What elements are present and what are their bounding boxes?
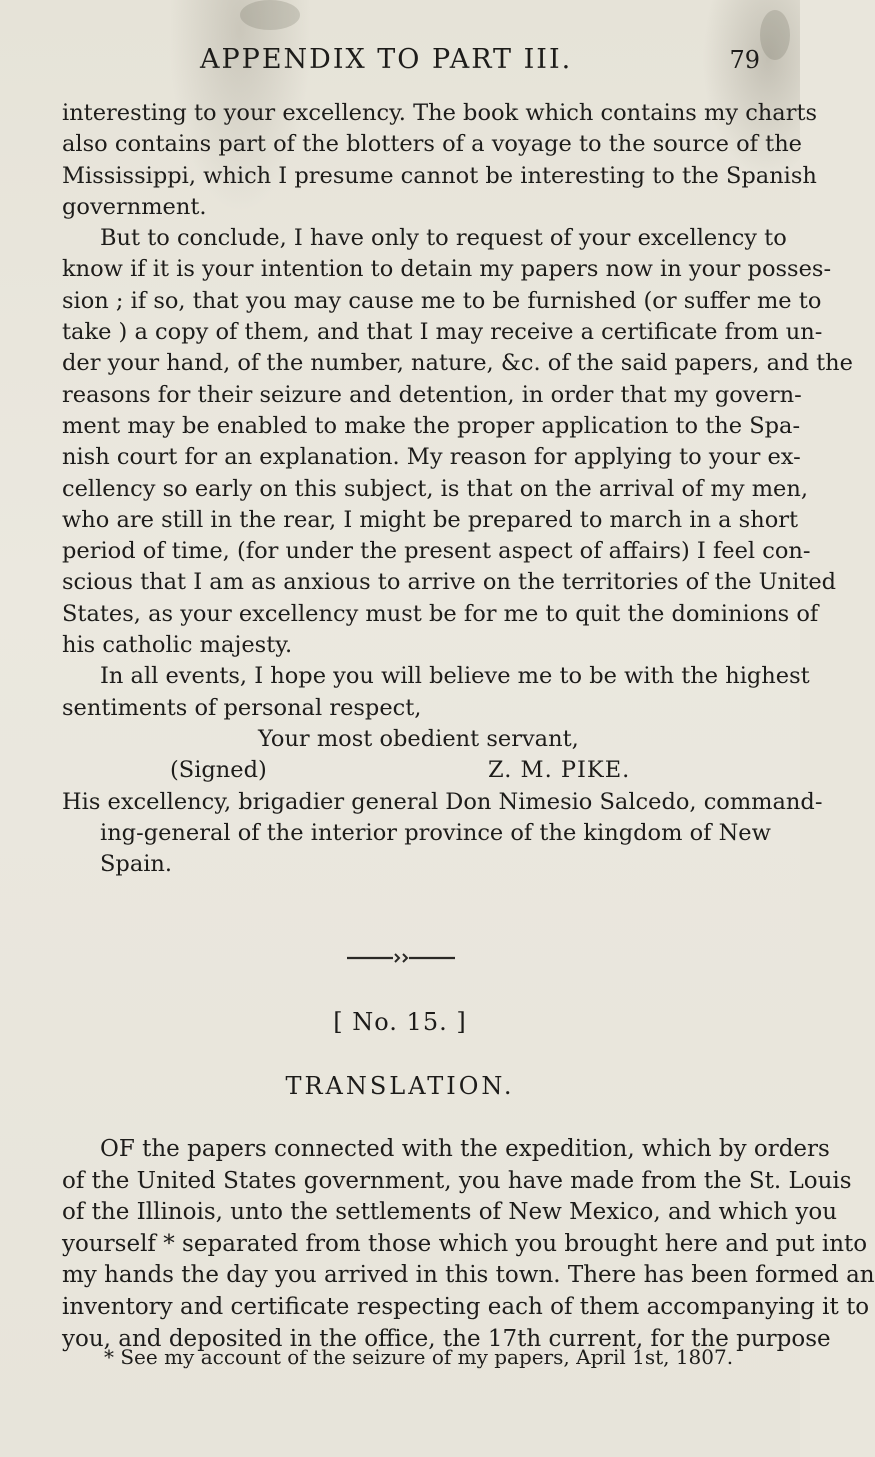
closing-row: [62, 724, 738, 755]
text-line: States, as your excellency must be for me to quit the dominions of: [62, 600, 819, 627]
text-line: my hands the day you arrived in this town. There has been formed an: [62, 1262, 875, 1289]
text-line: scious that I am as anxious to arrive on the territories of the United: [62, 569, 837, 596]
text-line: you, and deposited in the office, the 17th current, for the purpose: [62, 1325, 831, 1352]
text-line: sentiments of personal respect,: [62, 694, 422, 721]
text-line: of the United States government, you have made from the St. Louis: [62, 1167, 852, 1194]
signature-name: Z. M. PIKE.: [488, 757, 631, 784]
text-line: ment may be enabled to make the proper application to the Spa-: [62, 412, 801, 439]
letter-body: [62, 98, 853, 880]
text-line: know if it is your intention to detain my papers now in your posses-: [62, 256, 832, 283]
text-line: yourself * separated from those which you brought here and put into: [62, 1230, 868, 1257]
text-line: But to conclude, I have only to request of your excellency to: [100, 225, 787, 252]
text-line: sion ; if so, that you may cause me to be furnished (or suffer me to: [62, 287, 822, 314]
running-head: APPENDIX TO PART III.: [200, 44, 573, 75]
text-line: take ) a copy of them, and that I may receive a certificate from un-: [62, 319, 823, 346]
text-line: who are still in the rear, I might be prepared to march in a short: [62, 506, 799, 533]
text-line: reasons for their seizure and detention, in order that my govern-: [62, 381, 802, 408]
ornamental-divider: [345, 953, 457, 963]
translation-body: [62, 1134, 875, 1355]
paper-stain: [760, 10, 790, 60]
closing-salutation: Your most obedient servant,: [258, 725, 579, 752]
document-number: [ No. 15. ]: [333, 1008, 467, 1036]
paper-stain: [240, 0, 300, 30]
signature-row: [62, 755, 738, 786]
text-line: inventory and certificate respecting each of them accompanying it to: [62, 1293, 870, 1320]
text-line: OF the papers connected with the expedition, which by orders: [100, 1136, 830, 1162]
text-line: Mississippi, which I presume cannot be interesting to the Spanish: [62, 162, 817, 189]
text-line: cellency so early on this subject, is that on the arrival of my men,: [62, 475, 809, 502]
addressee-line: ing-general of the interior province of the kingdom of New: [100, 819, 771, 846]
text-line: In all events, I hope you will believe me to be with the highest: [100, 663, 810, 690]
text-line: period of time, (for under the present aspect of affairs) I feel con-: [62, 538, 811, 565]
text-line: also contains part of the blotters of a voyage to the source of the: [62, 131, 802, 158]
page-header: [200, 44, 760, 80]
footnote: * See my account of the seizure of my papers, April 1st, 1807.: [104, 1345, 734, 1369]
signed-label: (Signed): [170, 757, 267, 784]
addressee-line: Spain.: [100, 851, 173, 878]
text-line: government.: [62, 193, 207, 220]
text-line: interesting to your excellency. The book which contains my charts: [62, 100, 818, 126]
text-line: his catholic majesty.: [62, 632, 293, 659]
text-line: der your hand, of the number, nature, &c. of the said papers, and the: [62, 350, 853, 377]
addressee-line: His excellency, brigadier general Don Nimesio Salcedo, command-: [62, 788, 823, 815]
text-line: of the Illinois, unto the settlements of New Mexico, and which you: [62, 1199, 838, 1226]
page-number: 79: [729, 46, 760, 74]
text-line: nish court for an explanation. My reason for applying to your ex-: [62, 444, 801, 471]
section-title: TRANSLATION.: [285, 1072, 515, 1100]
